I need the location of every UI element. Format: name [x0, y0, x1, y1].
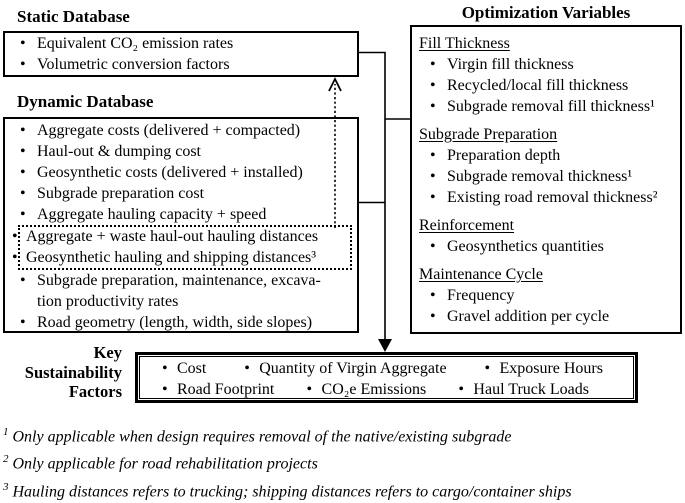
- bullet-marker: [430, 166, 447, 187]
- list-item: [5, 312, 355, 333]
- list-item: [419, 54, 678, 75]
- bullet-marker: [20, 120, 37, 141]
- footnote-marker: 2: [3, 453, 9, 466]
- list-item: [26, 227, 348, 248]
- list-item-text: Geosynthetics quantities: [447, 238, 604, 255]
- footnotes: [3, 421, 572, 503]
- bullet-marker: [430, 96, 447, 117]
- factor-item: [162, 379, 274, 400]
- bullet-marker: [307, 379, 322, 400]
- factor-text: Quantity of Virgin Aggregate: [259, 360, 447, 377]
- list-item: [5, 120, 355, 141]
- factor-item: [307, 379, 427, 400]
- list-item-text: Virgin fill thickness: [447, 56, 574, 73]
- list-item-text: Existing road removal thickness²: [447, 189, 658, 206]
- bullet-marker: [20, 33, 37, 54]
- static-database-box: [3, 31, 359, 77]
- list-item-text: Haul-out & dumping cost: [37, 143, 201, 160]
- bullet-marker: [12, 248, 18, 269]
- bullet-marker: [484, 358, 499, 379]
- list-item: [5, 183, 355, 204]
- footnote: [3, 476, 572, 503]
- factor-text: Exposure Hours: [499, 360, 603, 377]
- bullet-marker: [20, 204, 37, 225]
- list-item: [5, 270, 355, 291]
- fill-thickness-group: [419, 33, 678, 117]
- bullet-marker: [20, 270, 37, 291]
- list-item: [5, 54, 355, 75]
- list-item-text: Subgrade removal thickness¹: [447, 168, 633, 185]
- footnote: [3, 421, 572, 448]
- bullet-marker: [430, 236, 447, 257]
- optimization-variables-box: [410, 25, 682, 334]
- list-item-text: Gravel addition per cycle: [447, 308, 610, 325]
- reinforcement-group: [419, 215, 678, 257]
- bullet-marker: [430, 306, 447, 327]
- footnote-text: Only applicable for road rehabilitation projects: [12, 455, 318, 473]
- subgrade-preparation-group: [419, 124, 678, 208]
- bullet-marker: [430, 285, 447, 306]
- bullet-marker: [458, 379, 473, 400]
- list-item-continuation: [5, 291, 355, 312]
- up-arrowhead-icon: [329, 79, 341, 91]
- key-sustainability-factors-box: [135, 352, 638, 403]
- list-item-text: Subgrade preparation cost: [37, 185, 205, 202]
- group-heading: Reinforcement: [419, 217, 515, 234]
- list-item-text: Recycled/local fill thickness: [447, 77, 629, 94]
- factor-item: [162, 358, 206, 379]
- group-heading: Maintenance Cycle: [419, 266, 543, 283]
- bullet-marker: [430, 54, 447, 75]
- bullet-marker: [430, 75, 447, 96]
- bullet-marker: [430, 145, 447, 166]
- list-item: [5, 33, 355, 54]
- list-item: [5, 204, 355, 225]
- list-item: [419, 306, 678, 327]
- list-item-text: Equivalent CO₂ emission rates: [37, 35, 234, 52]
- bullet-marker: [162, 379, 177, 400]
- list-item-text: tion productivity rates: [37, 293, 179, 310]
- maintenance-cycle-group: [419, 264, 678, 327]
- bullet-marker: [20, 141, 37, 162]
- label-line: Key: [93, 343, 122, 362]
- label-line: Factors: [68, 382, 122, 401]
- bullet-marker: [20, 54, 37, 75]
- optimization-variables-title: Optimization Variables: [461, 3, 631, 22]
- bullet-marker: [20, 183, 37, 204]
- list-item: [419, 75, 678, 96]
- factor-text: CO₂e Emissions: [321, 381, 427, 398]
- factors-row: [138, 355, 635, 379]
- footnote: [3, 448, 572, 475]
- down-arrowhead-icon: [378, 339, 392, 352]
- list-item-text: Frequency: [447, 287, 515, 304]
- list-item-text: Aggregate costs (delivered + compacted): [37, 122, 301, 139]
- list-item: [5, 162, 355, 183]
- footnote-text: Only applicable when design requires removal of the native/existing subgrade: [12, 428, 512, 446]
- dynamic-database-box: [3, 117, 359, 333]
- factor-text: Road Footprint: [177, 381, 275, 398]
- list-item: [419, 187, 678, 208]
- bullet-marker: [12, 227, 18, 248]
- list-item: [419, 236, 678, 257]
- footnote-marker: 1: [3, 426, 9, 438]
- key-sustainability-factors-label: [0, 343, 122, 402]
- list-item-text: Subgrade removal fill thickness¹: [447, 98, 655, 115]
- list-item-text: Geosynthetic costs (delivered + installed): [37, 164, 303, 181]
- bullet-marker: [20, 162, 37, 183]
- list-item-text: Aggregate hauling capacity + speed: [37, 206, 267, 223]
- list-item-text: Geosynthetic hauling and shipping distances³: [26, 248, 317, 266]
- list-item-text: Aggregate + waste haul-out hauling distances: [26, 228, 319, 245]
- bullet-marker: [430, 187, 447, 208]
- bullet-marker: [20, 312, 37, 333]
- factor-text: Cost: [177, 360, 207, 377]
- dynamic-database-title: Dynamic Database: [17, 92, 154, 111]
- list-item-text: Preparation depth: [447, 147, 561, 164]
- list-item-text: Volumetric conversion factors: [37, 56, 230, 73]
- static-database-title: Static Database: [17, 7, 130, 26]
- list-item: [419, 145, 678, 166]
- list-item: [419, 285, 678, 306]
- label-line: Sustainability: [24, 362, 122, 382]
- list-item-text: Road geometry (length, width, side slopes): [37, 314, 313, 331]
- bullet-marker: [162, 358, 177, 379]
- bullet-marker: [244, 358, 259, 379]
- list-item: [5, 141, 355, 162]
- list-item: [419, 166, 678, 187]
- group-heading: Subgrade Preparation: [419, 126, 558, 143]
- hauling-distances-dotted-box: [18, 225, 352, 270]
- factor-text: Haul Truck Loads: [473, 381, 589, 398]
- list-item: [419, 96, 678, 117]
- footnote-text: Hauling distances refers to trucking; shipping distances refers to cargo/container ships: [12, 482, 572, 500]
- factor-item: [244, 358, 446, 379]
- list-item-text: Subgrade preparation, maintenance, excava-: [37, 272, 321, 289]
- factor-item: [458, 379, 589, 400]
- static-to-output-connector-line: [358, 53, 385, 341]
- list-item: [26, 248, 348, 269]
- group-heading: Fill Thickness: [419, 35, 510, 52]
- factor-item: [484, 358, 603, 379]
- factors-row: [138, 379, 635, 400]
- footnote-marker: 3: [3, 480, 9, 493]
